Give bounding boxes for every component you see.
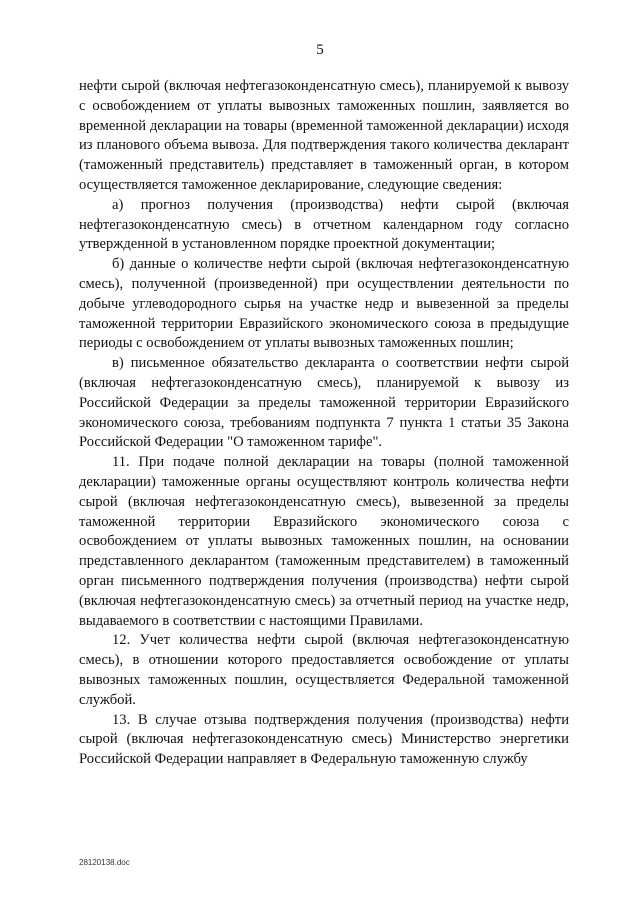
paragraph-clause-11: 11. При подаче полной декларации на товары (полной таможенной декларации) таможенные органы осуществляют контроль количества нефти сырой (включая нефтегазоконденсатную смесь), вывезенной за пределы таможенной территории Евразийского экономического союза с освобождением от уплаты вывозных таможенных пошлин, на основании представленного декларантом (таможенным представителем) в таможенный орган письменного подтверждения получения (производства) нефти сырой (включая нефтегазоконденсатную смесь) за отчетный период на участке недр, выдаваемого в соответствии с настоящими Правилами. [79, 454, 569, 629]
file-name-footer: 28120138.doc [79, 858, 130, 867]
paragraph-item-a: а) прогноз получения (производства) нефти сырой (включая нефтегазоконденсатную смесь) в отчетном календарном году согласно утвержденной в установленном порядке проектной документации; [79, 196, 569, 253]
paragraph-item-v: в) письменное обязательство декларанта о соответствии нефти сырой (включая нефтегазоконденсатную смесь), планируемой к вывозу из Российской Федерации за пределы таможенной территории Евразийского экономического союза, требованиям подпункта 7 пункта 1 статьи 35 Закона Российской Федерации "О таможенном тарифе". [79, 355, 569, 451]
paragraph-clause-12: 12. Учет количества нефти сырой (включая нефтегазоконденсатную смесь), в отношении которого предоставляется освобождение от уплаты вывозных таможенных пошлин, осуществляется Федеральной таможенной службой. [79, 632, 569, 708]
paragraph-continuation: нефти сырой (включая нефтегазоконденсатную смесь), планируемой к вывозу с освобождением от уплаты вывозных таможенных пошлин, заявляется во временной декларации на товары (временной таможенной декларации) исходя из планового объема вывоза. Для подтверждения такого количества декларант (таможенный представитель) представляет в таможенный орган, в котором осуществляется таможенное декларирование, следующие сведения: [79, 78, 569, 193]
page-number: 5 [316, 42, 324, 58]
document-body [79, 77, 569, 770]
paragraph-clause-13: 13. В случае отзыва подтверждения получения (производства) нефти сырой (включая нефтегазоконденсатную смесь) Министерство энергетики Российской Федерации направляет в Федеральную таможенную службу [79, 711, 569, 768]
paragraph-item-b: б) данные о количестве нефти сырой (включая нефтегазоконденсатную смесь), полученной (произведенной) при осуществлении деятельности по добыче углеводородного сырья на участке недр и вывезенной за пределы таможенной территории Евразийского экономического союза в предыдущие периоды с освобождением от уплаты вывозных таможенных пошлин; [79, 256, 569, 352]
